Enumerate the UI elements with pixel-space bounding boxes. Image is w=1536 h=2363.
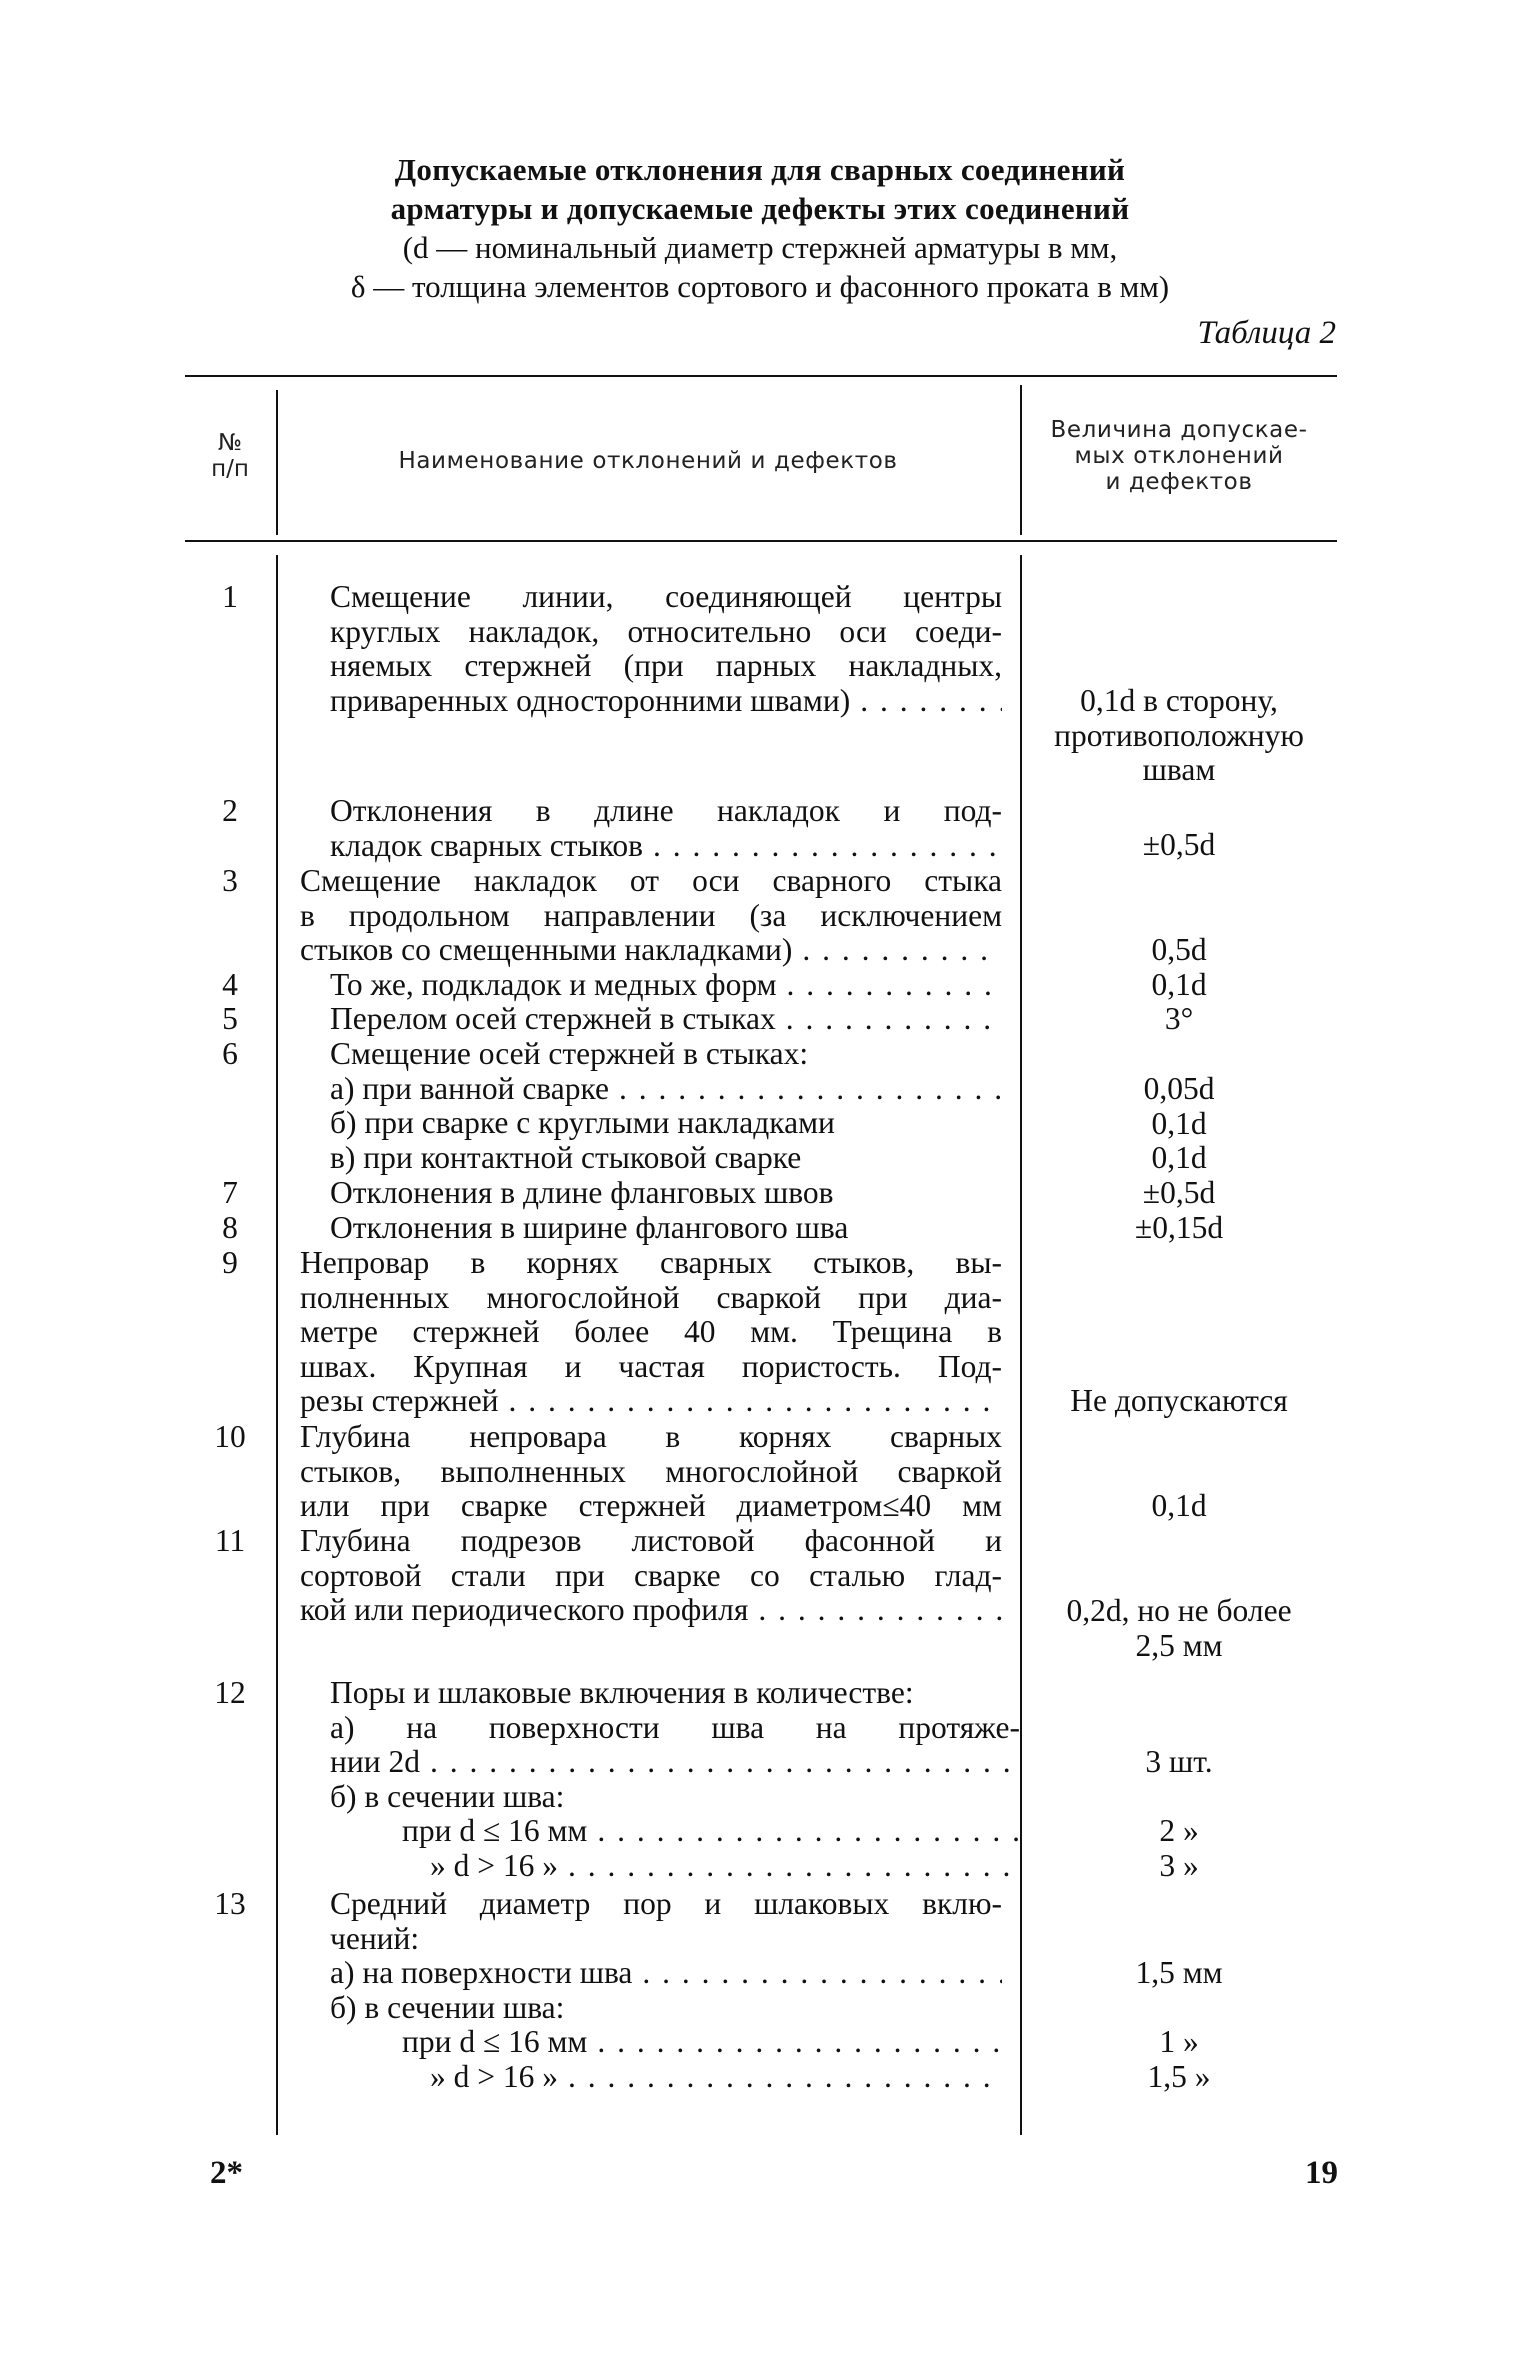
title-line-3: (d — номинальный диаметр стержней арматуры в мм, — [402, 230, 1118, 265]
row-1-line-4 — [330, 684, 1002, 719]
table-top-rule — [185, 375, 1337, 377]
row-12-line-3 — [330, 1745, 1020, 1780]
row-6-item-c: в) при контактной стыковой сварке — [330, 1140, 802, 1175]
row-9-line-2: полненных многослойной сваркой при диа- — [300, 1280, 1002, 1315]
row-10-line-3: или при сварке стержней диаметром≤40 мм — [300, 1489, 1002, 1523]
leader-dots — [748, 1593, 1002, 1628]
leader-dots — [776, 1002, 1002, 1037]
row-6-number: 6 — [222, 1036, 238, 1071]
row-6-values — [1021, 1072, 1337, 1176]
row-12-line-2: а) на поверхности шва на протяже- — [330, 1710, 1020, 1745]
leader-dots — [499, 1384, 1002, 1419]
table-header-rule — [185, 540, 1337, 542]
leader-dots — [587, 2025, 1002, 2060]
row-9-number: 9 — [222, 1245, 238, 1280]
leader-dots — [609, 1072, 1002, 1107]
row-4-number: 4 — [222, 967, 238, 1002]
row-13-line-3-text: а) на поверхности шва — [330, 1956, 633, 1990]
header-value-line-3: и дефектов — [1105, 469, 1253, 495]
row-11-value — [1021, 1594, 1337, 1663]
row-9-line-5-text: резы стержней — [300, 1384, 499, 1418]
row-9-line-3: метре стержней более 40 мм. Трещина в — [300, 1315, 1002, 1349]
row-11-value-line-1: 0,2d, но не более — [1066, 1594, 1292, 1628]
row-12-line-4: б) в сечении шва: — [330, 1779, 565, 1814]
row-10-value: 0,1d — [1151, 1488, 1207, 1523]
row-12-number: 12 — [214, 1675, 246, 1710]
row-3-line-1: Смещение накладок от оси сварного стыка — [300, 864, 1002, 898]
row-9-value: Не допускаются — [1070, 1383, 1288, 1418]
header-number-symbol: № — [218, 430, 242, 456]
signature-mark: 2* — [210, 2155, 243, 2191]
leader-dots — [777, 968, 1002, 1003]
row-11-value-line-2: 2,5 мм — [1135, 1628, 1223, 1663]
row-5-line-1-text: Перелом осей стержней в стыках — [330, 1002, 776, 1036]
row-2-line-2-text: кладок сварных стыков — [330, 828, 644, 863]
leader-dots — [850, 684, 1002, 719]
row-6-description — [330, 1037, 1002, 1175]
leader-dots — [643, 829, 1002, 864]
row-13-line-1: Средний диаметр пор и шлаковых вклю- — [330, 1887, 1002, 1921]
row-6-item-a-text: а) при ванной сварке — [330, 1071, 609, 1106]
row-12-line-1: Поры и шлаковые включения в количестве: — [330, 1676, 914, 1710]
row-10-number: 10 — [214, 1419, 246, 1454]
row-4-value: 0,1d — [1151, 967, 1207, 1002]
row-3-value: 0,5d — [1151, 932, 1207, 967]
row-12-line-5 — [330, 1814, 1020, 1849]
row-1-line-3: няемых стержней (при парных накладных, — [330, 649, 1002, 683]
header-value-line-2: мых отклонений — [1074, 443, 1284, 469]
row-12-value-5: 2 » — [1159, 1813, 1199, 1848]
row-5-line-1 — [330, 1002, 1002, 1037]
row-1-line-4-text: приваренных односторонними швами) — [330, 683, 851, 718]
row-12-line-6-text: » d > 16 » — [430, 1848, 559, 1883]
row-13-line-4: б) в сечении шва: — [330, 1990, 565, 2025]
row-2-line-2 — [330, 829, 1002, 864]
row-3-line-3-text: стыков со смещенными накладками) — [300, 933, 793, 967]
row-3-line-3 — [300, 933, 1002, 968]
row-12-line-6 — [330, 1849, 1020, 1884]
row-12-line-5-text: при d ≤ 16 мм — [402, 1814, 588, 1848]
row-8-description — [330, 1211, 1002, 1246]
row-7-value: ±0,5d — [1142, 1175, 1216, 1210]
header-value — [1021, 417, 1337, 495]
row-12-description — [330, 1676, 1020, 1883]
row-5-value: 3° — [1164, 1001, 1194, 1036]
row-8-line-1: Отклонения в ширине флангового шва — [330, 1211, 849, 1245]
header-value-line-1: Величина допускае- — [1050, 417, 1308, 443]
row-1-value-line-2: противоположную — [1054, 718, 1304, 753]
leader-dots — [558, 1849, 1020, 1884]
row-13-line-3 — [330, 1956, 1002, 1991]
row-3-line-2: в продольном направлении (за исключением — [300, 898, 1002, 933]
row-3-description — [300, 864, 1002, 968]
title-line-1: Допускаемые отклонения для сварных соединений — [394, 152, 1126, 187]
table-label: Таблица 2 — [1197, 315, 1336, 351]
row-11-description — [300, 1524, 1002, 1628]
row-1-line-2: круглых накладок, относительно оси соеди- — [330, 614, 1002, 649]
row-10-line-1: Глубина непровара в корнях сварных — [300, 1420, 1002, 1454]
row-7-line-1: Отклонения в длине фланговых швов — [330, 1176, 834, 1210]
row-1-value — [1021, 684, 1337, 788]
row-1-description — [330, 580, 1002, 718]
row-7-number: 7 — [222, 1175, 238, 1210]
row-4-line-1 — [330, 968, 1002, 1003]
row-4-line-1-text: То же, подкладок и медных форм — [330, 968, 777, 1002]
row-1-value-line-3: швам — [1142, 753, 1216, 787]
row-1-value-line-1: 0,1d в сторону, — [1080, 684, 1278, 718]
page-title — [180, 150, 1340, 306]
row-11-line-3 — [300, 1593, 1002, 1628]
row-6-line-1: Смещение осей стержней в стыках: — [330, 1037, 809, 1071]
row-9-description — [300, 1246, 1002, 1419]
leader-dots — [558, 2060, 1002, 2095]
row-2-value: ±0,5d — [1142, 827, 1216, 862]
row-2-description — [330, 794, 1002, 863]
row-13-line-6 — [330, 2060, 1002, 2095]
header-number — [185, 430, 275, 482]
leader-dots — [420, 1745, 1020, 1780]
row-6-value-b: 0,1d — [1151, 1106, 1207, 1141]
row-12-value-6: 3 » — [1159, 1848, 1199, 1883]
row-9-line-4: швах. Крупная и частая пористость. Под- — [300, 1349, 1002, 1384]
row-6-item-b: б) при сварке с круглыми накладками — [330, 1106, 835, 1140]
row-13-value-5: 1 » — [1159, 2024, 1199, 2059]
row-13-line-5 — [330, 2025, 1002, 2060]
row-13-line-2: чений: — [330, 1921, 420, 1956]
page-number: 19 — [1305, 2155, 1338, 2191]
body-divider-2 — [1020, 555, 1022, 2135]
row-7-description — [330, 1176, 1002, 1211]
row-13-line-6-text: » d > 16 » — [430, 2059, 559, 2094]
row-2-line-1: Отклонения в длине накладок и под- — [330, 794, 1002, 828]
leader-dots — [792, 933, 1002, 968]
row-11-line-2: сортовой стали при сварке со сталью глад- — [300, 1558, 1002, 1593]
row-11-number: 11 — [214, 1523, 246, 1558]
row-13-number: 13 — [214, 1886, 246, 1921]
header-name: Наименование отклонений и дефектов — [398, 448, 898, 474]
row-11-line-1: Глубина подрезов листовой фасонной и — [300, 1524, 1002, 1558]
row-6-value-c: 0,1d — [1151, 1141, 1207, 1175]
row-6-item-a — [330, 1072, 1002, 1107]
body-divider-1 — [276, 555, 278, 2135]
row-10-description — [300, 1420, 1002, 1524]
row-3-number: 3 — [222, 863, 238, 898]
row-9-line-1: Непровар в корнях сварных стыков, вы- — [300, 1246, 1002, 1280]
row-1-line-1: Смещение линии, соединяющей центры — [330, 580, 1002, 614]
row-1-number: 1 — [222, 579, 238, 614]
row-6-value-a: 0,05d — [1143, 1072, 1215, 1106]
title-line-4: δ — толщина элементов сортового и фасонного проката в мм) — [350, 269, 1170, 304]
leader-dots — [632, 1956, 1002, 1991]
row-5-number: 5 — [222, 1001, 238, 1036]
row-8-value: ±0,15d — [1134, 1210, 1224, 1245]
leader-dots — [587, 1814, 1020, 1849]
row-11-line-3-text: кой или периодического профиля — [300, 1593, 749, 1627]
row-13-value-6: 1,5 » — [1147, 2059, 1211, 2094]
row-2-number: 2 — [222, 793, 238, 828]
row-4-description — [330, 968, 1002, 1003]
row-12-value-3: 3 шт. — [1145, 1744, 1213, 1779]
row-8-number: 8 — [222, 1210, 238, 1245]
title-line-2: арматуры и допускаемые дефекты этих соединений — [390, 191, 1130, 226]
row-12-line-3-text: нии 2d — [330, 1745, 420, 1779]
row-10-line-2: стыков, выполненных многослойной сваркой — [300, 1454, 1002, 1489]
row-13-description — [330, 1887, 1002, 2094]
row-13-value-3: 1,5 мм — [1135, 1955, 1223, 1990]
row-9-line-5 — [300, 1384, 1002, 1419]
row-13-line-5-text: при d ≤ 16 мм — [402, 2025, 588, 2059]
row-5-description — [330, 1002, 1002, 1037]
header-number-label: п/п — [211, 456, 249, 482]
